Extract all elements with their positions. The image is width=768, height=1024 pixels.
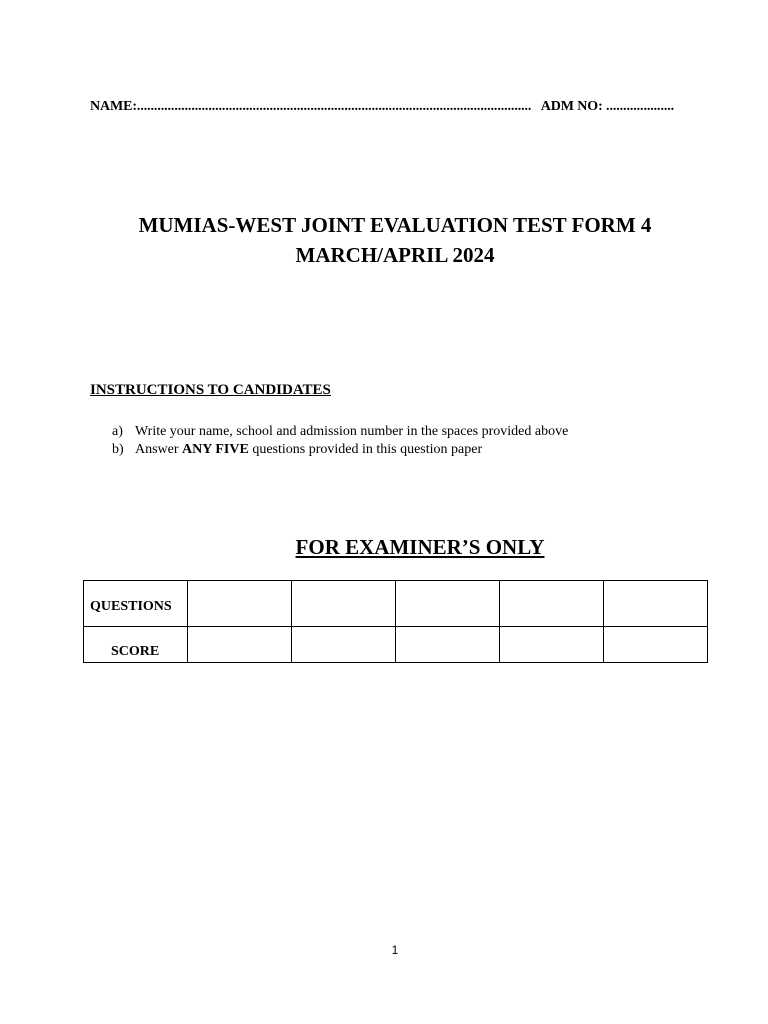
instruction-item	[112, 423, 568, 441]
score-cell[interactable]	[396, 627, 500, 663]
score-label-cell	[84, 627, 188, 663]
score-cell[interactable]	[292, 627, 396, 663]
score-cell[interactable]	[188, 627, 292, 663]
candidate-header	[90, 99, 674, 115]
questions-row	[84, 581, 708, 627]
adm-no-field[interactable]: ADM NO: ....................	[540, 99, 675, 114]
question-cell[interactable]	[292, 581, 396, 627]
question-cell[interactable]	[188, 581, 292, 627]
instructions-heading: INSTRUCTIONS TO CANDIDATES	[90, 382, 331, 398]
exam-title-line2: MARCH/APRIL 2024	[295, 243, 495, 267]
examiner-score-table	[83, 580, 708, 663]
name-field[interactable]: NAME:....................................................................................................................	[90, 99, 532, 114]
instruction-text-prefix: Answer	[135, 442, 183, 457]
instruction-item	[112, 441, 568, 459]
question-cell[interactable]	[604, 581, 708, 627]
instructions-list	[112, 423, 568, 459]
score-cell[interactable]	[500, 627, 604, 663]
question-cell[interactable]	[396, 581, 500, 627]
instruction-text: Write your name, school and admission number in the spaces provided above	[135, 424, 569, 439]
exam-title-line1: MUMIAS-WEST JOINT EVALUATION TEST FORM 4	[138, 213, 652, 237]
instruction-text-suffix: questions provided in this question paper	[248, 442, 483, 457]
instruction-marker: a)	[112, 424, 123, 439]
score-cell[interactable]	[604, 627, 708, 663]
instruction-emphasis: ANY FIVE	[182, 442, 249, 457]
examiner-heading: FOR EXAMINER’S ONLY	[295, 535, 545, 559]
score-row	[84, 627, 708, 663]
page-number: 1	[391, 943, 399, 957]
question-cell[interactable]	[500, 581, 604, 627]
score-label: SCORE	[111, 643, 160, 659]
instruction-marker: b)	[112, 442, 124, 457]
exam-title	[0, 210, 768, 270]
questions-label: QUESTIONS	[90, 599, 172, 614]
questions-label-cell	[84, 581, 188, 627]
